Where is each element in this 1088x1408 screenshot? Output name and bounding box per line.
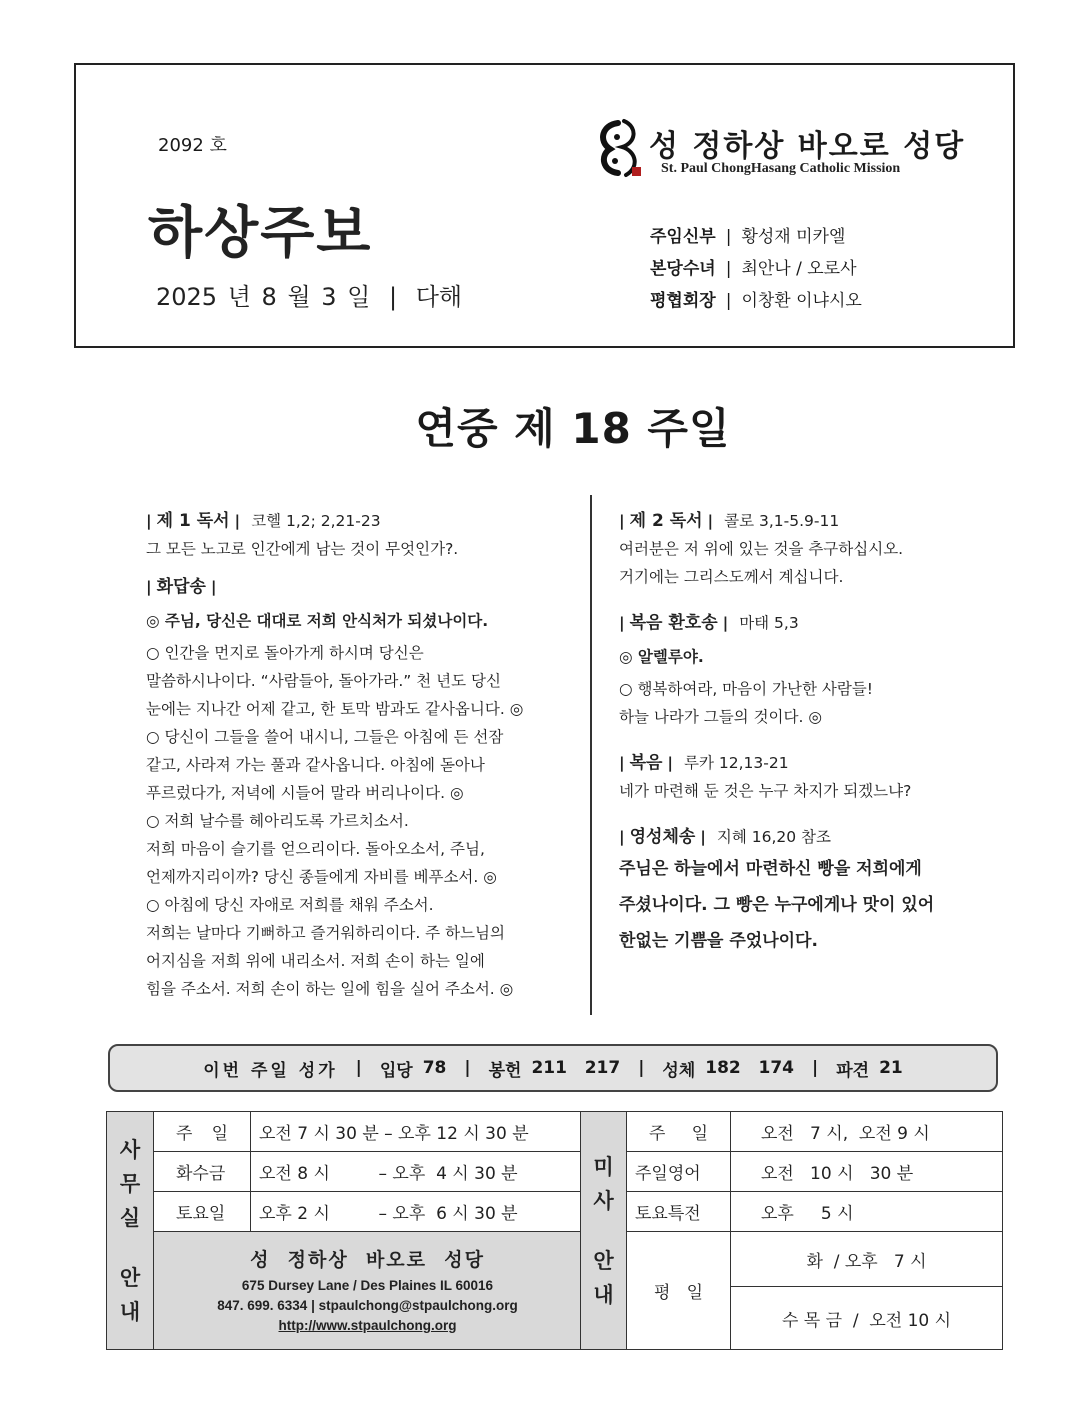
communion-hymn-label: 성체 bbox=[662, 1060, 696, 1081]
label-char: 내 bbox=[119, 1299, 141, 1324]
label-char: 안 bbox=[593, 1248, 614, 1273]
office-day: 토요일 bbox=[154, 1192, 251, 1232]
staff-role: 평협회장 bbox=[650, 291, 716, 311]
address-contact[interactable]: 847. 699. 6334 | stpaulchong@stpaulchong.org bbox=[217, 1298, 518, 1313]
website-link[interactable]: http://www.stpaulchong.org bbox=[278, 1318, 457, 1333]
church-logo-icon bbox=[596, 117, 646, 179]
psalm-verse-line: 눈에는 지나간 어제 같고, 한 토막 밤과도 같사옵니다. ◎ bbox=[146, 700, 524, 718]
staff-list bbox=[650, 221, 862, 317]
acclamation-response: ◎ 알렐루야. bbox=[619, 648, 704, 666]
psalm-verse-line: 같고, 사라져 가는 풀과 같사옵니다. 아침에 돋아나 bbox=[146, 756, 485, 774]
label-char: 안 bbox=[119, 1265, 141, 1290]
masthead bbox=[74, 63, 1015, 348]
hymn-label: 이번 주일 성가 bbox=[203, 1060, 338, 1081]
hymn-separator: | bbox=[812, 1058, 819, 1078]
psalm-response: ◎ 주님, 당신은 대대로 저희 안식처가 되셨나이다. bbox=[146, 612, 489, 630]
heading-bar: | bbox=[700, 828, 706, 846]
heading-bar: | bbox=[619, 754, 625, 772]
date-day: 3 일 bbox=[321, 283, 371, 311]
date-year: 2025 년 bbox=[156, 283, 251, 311]
mass-times-table bbox=[580, 1111, 1003, 1350]
office-section-label bbox=[107, 1112, 154, 1350]
label-char: 사 bbox=[593, 1188, 614, 1213]
office-hours: 오전 8 시 – 오후 4 시 30 분 bbox=[251, 1152, 582, 1192]
label-char: 내 bbox=[593, 1282, 614, 1307]
heading-bar: | bbox=[619, 512, 625, 530]
address-church-name: 성 정하상 바오로 성당 bbox=[250, 1249, 485, 1271]
gospel-label: 복음 bbox=[629, 753, 663, 773]
liturgical-cycle: 다해 bbox=[415, 283, 463, 311]
hymn-separator: | bbox=[464, 1058, 471, 1078]
heading-bar: | bbox=[667, 754, 674, 772]
church-name-english: St. Paul ChongHasang Catholic Mission bbox=[661, 161, 901, 176]
second-reading-line: 여러분은 저 위에 있는 것을 추구하십시오. bbox=[619, 540, 904, 558]
heading-bar: | bbox=[210, 578, 217, 596]
date-month: 8 월 bbox=[261, 283, 311, 311]
label-char: 사 bbox=[119, 1137, 141, 1162]
acclamation-heading bbox=[619, 609, 999, 637]
readings-right-column bbox=[619, 507, 999, 959]
weekday-time: 화 / 오후 7 시 bbox=[731, 1232, 1003, 1287]
staff-role: 주임신부 bbox=[650, 227, 716, 247]
heading-bar: | bbox=[146, 578, 152, 596]
psalm-verse-line: 말씀하시나이다. “사람들아, 돌아가라.” 천 년도 당신 bbox=[146, 672, 501, 690]
entrance-label: 입당 bbox=[379, 1060, 413, 1081]
office-hours-table bbox=[106, 1111, 582, 1350]
communion-line: 주님은 하늘에서 마련하신 빵을 저희에게 bbox=[619, 859, 922, 879]
dismissal-hymn: 21 bbox=[879, 1058, 903, 1078]
acclamation-ref: 마태 5,3 bbox=[739, 614, 799, 632]
mass-day: 주 일 bbox=[627, 1112, 731, 1152]
staff-name: 최안나 / 오로사 bbox=[741, 259, 857, 279]
second-reading-label: 제 2 독서 bbox=[629, 511, 703, 531]
offertory-hymns: 211 217 bbox=[531, 1058, 621, 1078]
label-char: 미 bbox=[593, 1154, 614, 1179]
psalm-verses bbox=[146, 639, 570, 1003]
second-reading-heading bbox=[619, 507, 999, 535]
office-hours: 오전 7 시 30 분 – 오후 12 시 30 분 bbox=[251, 1112, 582, 1152]
staff-row-council bbox=[650, 285, 862, 317]
table-row bbox=[107, 1152, 582, 1192]
hymn-numbers-bar bbox=[108, 1044, 998, 1092]
psalm-verse-line: 저희는 날마다 기뻐하고 즐거워하리이다. 주 하느님의 bbox=[146, 924, 505, 942]
offertory-label: 봉헌 bbox=[488, 1060, 522, 1081]
table-row bbox=[581, 1152, 1003, 1192]
first-reading-label: 제 1 독서 bbox=[156, 511, 230, 531]
psalm-verse-line: ○ 저희 날수를 헤아리도록 가르치소서. bbox=[146, 812, 409, 830]
first-reading-ref: 코헬 1,2; 2,21-23 bbox=[251, 512, 381, 530]
first-reading-heading bbox=[146, 507, 570, 535]
date-separator: | bbox=[389, 283, 398, 311]
second-reading-ref: 콜로 3,1-5.9-11 bbox=[724, 512, 840, 530]
heading-bar: | bbox=[619, 614, 625, 632]
psalm-verse-line: 저희 마음이 슬기를 얻으리이다. 돌아오소서, 주님, bbox=[146, 840, 485, 858]
psalm-verse-line: ○ 아침에 당신 자애로 저희를 채워 주소서. bbox=[146, 896, 434, 914]
office-day: 화수금 bbox=[154, 1152, 251, 1192]
church-address bbox=[154, 1232, 582, 1350]
psalm-verse-line: 어지심을 저희 위에 내리소서. 저희 손이 하는 일에 bbox=[146, 952, 485, 970]
staff-row-pastor bbox=[650, 221, 862, 253]
staff-separator: | bbox=[725, 259, 732, 279]
communion-ref: 지혜 16,20 참조 bbox=[716, 828, 831, 846]
hymn-separator: | bbox=[638, 1058, 645, 1078]
second-reading-line: 거기에는 그리스도께서 계십니다. bbox=[619, 568, 844, 586]
table-row bbox=[107, 1192, 582, 1232]
bulletin-date bbox=[156, 277, 462, 312]
dismissal-label: 파견 bbox=[836, 1060, 870, 1081]
communion-heading bbox=[619, 823, 999, 851]
entrance-hymn: 78 bbox=[422, 1058, 447, 1078]
column-divider bbox=[590, 495, 592, 1015]
psalm-heading bbox=[146, 573, 570, 601]
mass-day: 주일영어 bbox=[627, 1152, 731, 1192]
issue-number: 2092 호 bbox=[158, 135, 227, 156]
acclamation-line: 하늘 나라가 그들의 것이다. ◎ bbox=[619, 708, 822, 726]
heading-bar: | bbox=[234, 512, 241, 530]
hymn-separator: | bbox=[355, 1058, 362, 1078]
communion-line: 주셨나이다. 그 빵은 누구에게나 맛이 있어 bbox=[619, 895, 935, 915]
weekday-label: 평 일 bbox=[627, 1232, 731, 1350]
psalm-verse-line: 힘을 주소서. 저희 손이 하는 일에 힘을 실어 주소서. ◎ bbox=[146, 980, 514, 998]
mass-time: 오후 5 시 bbox=[731, 1192, 1003, 1232]
label-char: 실 bbox=[119, 1205, 141, 1230]
staff-row-sisters bbox=[650, 253, 862, 285]
mass-day: 토요특전 bbox=[627, 1192, 731, 1232]
acclamation-line: ○ 행복하여라, 마음이 가난한 사람들! bbox=[619, 680, 873, 698]
communion-line: 한없는 기쁨을 주었나이다. bbox=[619, 931, 818, 951]
sunday-title: 연중 제 18 주일 bbox=[415, 404, 731, 453]
weekday-time: 수 목 금 / 오전 10 시 bbox=[731, 1287, 1003, 1350]
church-name: 성 정하상 바오로 성당 bbox=[649, 129, 966, 164]
table-row bbox=[581, 1112, 1003, 1152]
psalm-verse-line: 언제까지리이까? 당신 종들에게 자비를 베푸소서. ◎ bbox=[146, 868, 497, 886]
psalm-verse-line: 푸르렀다가, 저녁에 시들어 말라 버리나이다. ◎ bbox=[146, 784, 464, 802]
communion-hymns: 182 174 bbox=[705, 1058, 794, 1078]
label-char: 무 bbox=[119, 1171, 141, 1196]
communion-label: 영성체송 bbox=[629, 827, 696, 847]
staff-separator: | bbox=[725, 291, 732, 311]
table-row bbox=[581, 1232, 1003, 1287]
gospel-ref: 루카 12,13-21 bbox=[684, 754, 789, 772]
heading-bar: | bbox=[619, 828, 625, 846]
bulletin-title: 하상주보 bbox=[148, 201, 373, 266]
mass-time: 오전 7 시, 오전 9 시 bbox=[731, 1112, 1003, 1152]
staff-role: 본당수녀 bbox=[650, 259, 716, 279]
office-day: 주 일 bbox=[154, 1112, 251, 1152]
table-row bbox=[107, 1232, 582, 1350]
mass-time: 오전 10 시 30 분 bbox=[731, 1152, 1003, 1192]
psalm-label: 화답송 bbox=[156, 577, 206, 597]
mass-section-label bbox=[581, 1112, 627, 1350]
office-hours: 오후 2 시 – 오후 6 시 30 분 bbox=[251, 1192, 582, 1232]
psalm-verse-line: ○ 인간을 먼지로 돌아가게 하시며 당신은 bbox=[146, 644, 424, 662]
staff-separator: | bbox=[725, 227, 732, 247]
first-reading-text: 그 모든 노고로 인간에게 남는 것이 무엇인가?. bbox=[146, 540, 459, 558]
readings-left-column bbox=[146, 507, 570, 1003]
table-row bbox=[581, 1192, 1003, 1232]
table-row bbox=[107, 1112, 582, 1152]
staff-name: 이창환 이냐시오 bbox=[741, 291, 862, 311]
acclamation-label: 복음 환호송 bbox=[629, 613, 718, 633]
heading-bar: | bbox=[707, 512, 714, 530]
gospel-text: 네가 마련해 둔 것은 누구 차지가 되겠느냐? bbox=[619, 782, 912, 800]
heading-bar: | bbox=[146, 512, 152, 530]
staff-name: 황성재 미카엘 bbox=[741, 227, 846, 247]
address-street: 675 Dursey Lane / Des Plaines IL 60016 bbox=[241, 1278, 494, 1293]
psalm-verse-line: ○ 당신이 그들을 쓸어 내시니, 그들은 아침에 든 선잠 bbox=[146, 728, 504, 746]
heading-bar: | bbox=[722, 614, 729, 632]
gospel-heading bbox=[619, 749, 999, 777]
